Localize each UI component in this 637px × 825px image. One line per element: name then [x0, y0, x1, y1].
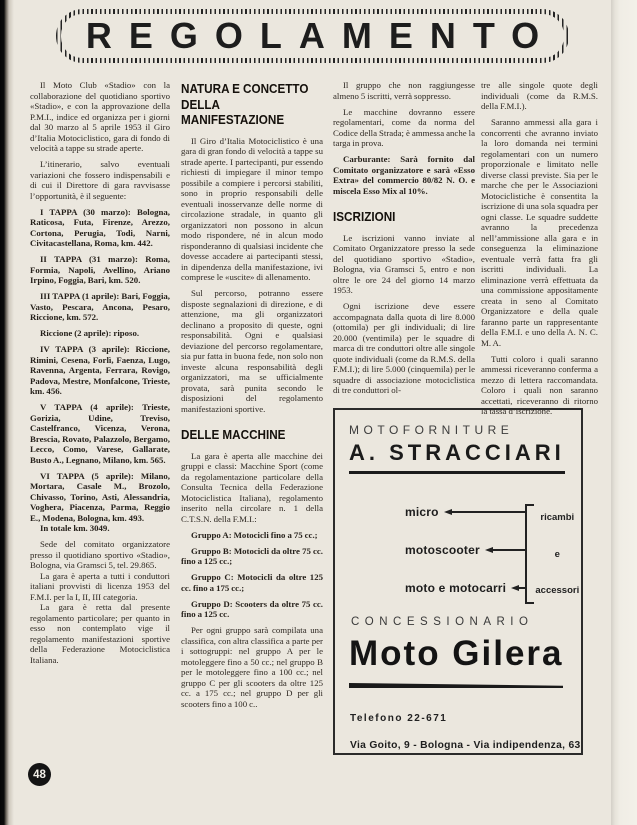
paragraph: L’itinerario, salvo eventuali variazioni che fossero indispensabili e di cui il Direttore di gara ravvisasse l’opportunità, è il seguente:	[30, 159, 170, 201]
column-natura-macchine	[181, 80, 323, 775]
product-row-motoscooter	[405, 542, 525, 558]
scan-left-edge	[0, 0, 14, 825]
rest-day: Riccione (2 aprile): riposo.	[40, 328, 140, 338]
paragraph: Sul percorso, potranno essere disposte segnalazioni di direzione, e di attenzione, ma gli organizzatori declinano a proposito di queste, ogni responsabilità. Ogni e qualsiasi deviazione del percorso regolamentare, sia pur fatta in buona fede, non solo non investe alcuna responsabilità degli organizzatori, ma se ufficialmente provata, sarà punita secondo le disposizioni del regolamento manifestazioni sportive.	[181, 288, 323, 414]
connector-line	[493, 549, 525, 551]
product-row-micro	[405, 504, 525, 520]
bracket-icon	[525, 504, 533, 604]
product-label: motoscooter	[405, 543, 480, 557]
total-km: In totale km. 3049.	[40, 523, 110, 533]
ad-products-diagram	[405, 504, 581, 604]
ad-phone: Telefono 22-671	[350, 713, 448, 724]
stage-1: I TAPPA (30 marzo): Bologna, Raticosa, Futa, Firenze, Arezzo, Cortona, Perugia, Todi, Narni, Civitacastellana, Roma, km. 442.	[30, 206, 170, 248]
paragraph: tre alle singole quote degli individuali (come da R.M.S. della F.M.I.).	[481, 80, 598, 111]
arrow-left-icon	[485, 547, 493, 553]
ad-dealer-label: CONCESSIONARIO	[351, 616, 534, 628]
bracket-caption-line: e	[554, 548, 560, 560]
stage-4: IV TAPPA (3 aprile): Riccione, Rimini, Cesena, Forlì, Faenza, Lugo, Ravenna, Argenta, Ferrara, Rovigo, Padova, Mestre, Monfalcone, Trieste, km. 456.	[30, 344, 170, 396]
bracket-caption-line: ricambi	[540, 512, 575, 523]
page-title: REGOLAMENTO	[85, 15, 557, 56]
paragraph: Per ogni gruppo sarà compilata una classifica, con altra classifica a parte per i sottogruppi: nel gruppo A per le motoleggere fino a 50 cc.; nel gruppo B per le motoleggere fino a 100 cc.; nel gruppo C per gli scooters da oltre 125 cc. a 175 cc.; nel gruppo D per gli scooters fino a 100 c..	[181, 625, 323, 709]
group-a: Gruppo A: Motocicli fino a 75 cc.;	[191, 529, 318, 540]
scan-right-edge	[611, 0, 637, 825]
paragraph: Saranno ammessi alla gara i concorrenti che avranno inviato la loro domanda nei termini regolamentari con un numero proporzionale e limitato nelle diverse classi previste. Sia per le marche che per le Associazioni Motociclistiche è consentita la iscrizione di una sola squadra per ogni classe. Le squadre suddette avranno la precedenza nell’ammissione alla gara e in conseguenza la eliminazione eventuale verrà fatta fra gli iscritti individuali. La eliminazione verrà effettuata da una commissione appositamente creata in seno al Comitato Organizzatore e della quale faranno parte un rappresentante della F.M.I. e uno della A. N. C. M. A.	[481, 117, 598, 348]
ad-products-list	[405, 504, 525, 596]
paragraph: Le iscrizioni vanno inviate al Comitato Organizzatore presso la sede del quotidiano sportivo «Stadio», Bologna, via Gramsci 5, entro e non oltre le ore 24 del giorno 14 marzo 1953.	[333, 232, 475, 295]
group-d: Gruppo D: Scooters da oltre 75 cc. fino a 125 cc.	[181, 598, 323, 619]
connector-line	[452, 511, 526, 513]
stage-5: V TAPPA (4 aprile): Trieste, Gorizia, Udine, Treviso, Castelfranco, Vicenza, Verona, Brescia, Rovato, Palazzolo, Bergamo, Lecco, Como, Varese, Gallarate, Busto A., Legnano, Milano, km. 565.	[30, 402, 170, 465]
paragraph: Le macchine dovranno essere regolamentari, come da norma del Codice della Strada; è ammessa anche la targa in prova.	[333, 106, 475, 148]
paragraph: Ogni iscrizione deve essere accompagnata dalla quota di lire 8.000 (ottomila) per gli individuali; di lire 20.000 (ventimila) per le squadre di marca di tre conduttori oltre alle singole quote individuali (come da R.M.S. della F.M.I.); di lire 5.000 (cinquemila) per le squadre di associazione motociclistica di tre conduttori ol-	[333, 301, 475, 395]
arrow-left-icon	[511, 585, 519, 591]
section-heading-natura: NATURA E CONCETTO DELLA MANIFESTAZIONE	[181, 81, 309, 127]
arrow-left-icon	[444, 509, 452, 515]
group-b: Gruppo B: Motocicli da oltre 75 cc. fino a 125 cc.;	[181, 545, 323, 566]
stage-2: II TAPPA (31 marzo): Roma, Formia, Napoli, Avellino, Ariano Irpino, Foggia, Bari, km. 520.	[30, 254, 170, 285]
paragraph: Sede del comitato organizzatore presso il quotidiano sportivo «Stadio», Bologna, via Gramsci 5, tel. 29.865.	[30, 539, 170, 570]
paragraph: Tutti coloro i quali saranno ammessi riceveranno conferma a mezzo di lettera raccomandata. Coloro i quali non saranno accettati, riceveranno di ritorno la tassa d’iscrizione.	[481, 353, 598, 416]
ad-address: Via Goito, 9 - Bologna - Via indipendenza, 63	[350, 740, 581, 751]
group-c: Gruppo C: Motocicli da oltre 125 cc. fino a 175 cc.;	[181, 572, 323, 593]
page-number: 48	[33, 768, 46, 781]
bracket-caption-line: accessori	[535, 585, 580, 596]
paragraph: Il gruppo che non raggiungesse almeno 5 iscritti, verrà soppresso.	[333, 80, 475, 101]
fuel-note: Carburante: Sarà fornito dal Comitato organizzatore e sarà «Esso Extra» del commercio 80/82 N. O. e miscela Esso Mix al 10%.	[333, 154, 475, 196]
paragraph: La gara è retta dal presente regolamento particolare; per quanto in esso non contemplato vige il regolamento manifestazioni sportive della Federazione Motociclistica Italiana.	[30, 602, 170, 665]
product-row-moto-motocarri	[405, 580, 525, 596]
ad-dealer-name: Moto Gilera	[349, 634, 564, 673]
paragraph: Il Giro d’Italia Motociclistico è una gara di gran fondo di velocità a tappe su strade aperte. I partecipanti, pur essendo richiesti di impiegare il minor tempo possibile a compiere i percorsi stabiliti, sono in proprio responsabili delle eventuali inosservanze delle norme di circolazione stradale, in quanto gli organizzatori non possono in alcun modo rispondere, né in alcun modo risponderanno di qualsiasi incidente che dovesse accadere ai partecipanti stessi, in dipendenza della manifestazione, ivi comprese le «uscite» di allenamento.	[181, 135, 323, 282]
ad-supplier-type: MOTOFORNITURE	[349, 423, 514, 437]
paragraph: Il Moto Club «Stadio» con la collaborazione del quotidiano sportivo «Stadio», e con la approvazione della P.M.I., indice ed organizza per i giorni dal 30 marzo al 5 aprile 1953 il Giro d’Italia Motociclistico, gara di fondo di velocità a tappe su strade aperte.	[30, 80, 170, 153]
title-box	[56, 9, 569, 63]
column-ammissione	[481, 80, 598, 416]
title-inner	[61, 14, 564, 58]
stage-6: VI TAPPA (5 aprile): Milano, Mortara, Casale M., Brozolo, Chivasso, Torino, Asti, Alessandria, Voghera, Piacenza, Parma, Reggio E., Modena, Bologna, km. 493.	[30, 470, 170, 523]
stage-3: III TAPPA (1 aprile): Bari, Foggia, Vasto, Pescara, Ancona, Pesaro, Riccione, km. 572.	[30, 291, 170, 322]
bracket-caption	[534, 512, 581, 596]
paragraph: La gara è aperta a tutti i conduttori italiani provvisti di licenza 1953 del F.M.I. per la I, II, III categoria.	[30, 570, 170, 602]
column-intro-itinerary	[30, 80, 170, 755]
section-heading-macchine: DELLE MACCHINE	[181, 427, 286, 442]
advertisement-stracciari-gilera	[333, 408, 583, 755]
paragraph: La gara è aperta alle macchine dei gruppi e classi: Macchine Sport (come da regolamentazione particolare della Consulta Tecnica della Federazione Motociclistica Italiana), regolamento inserito nella circolare n. 1 della C.T.S.N. della F.M.I.:	[181, 450, 323, 524]
product-label: micro	[405, 505, 439, 519]
section-heading-iscrizioni: ISCRIZIONI	[333, 209, 396, 224]
product-label: moto e motocarri	[405, 581, 507, 595]
underline-swoosh	[349, 683, 563, 688]
column-iscrizioni	[333, 80, 475, 404]
ad-supplier-name: A. STRACCIARI	[349, 440, 565, 474]
page-number-badge	[28, 763, 51, 786]
